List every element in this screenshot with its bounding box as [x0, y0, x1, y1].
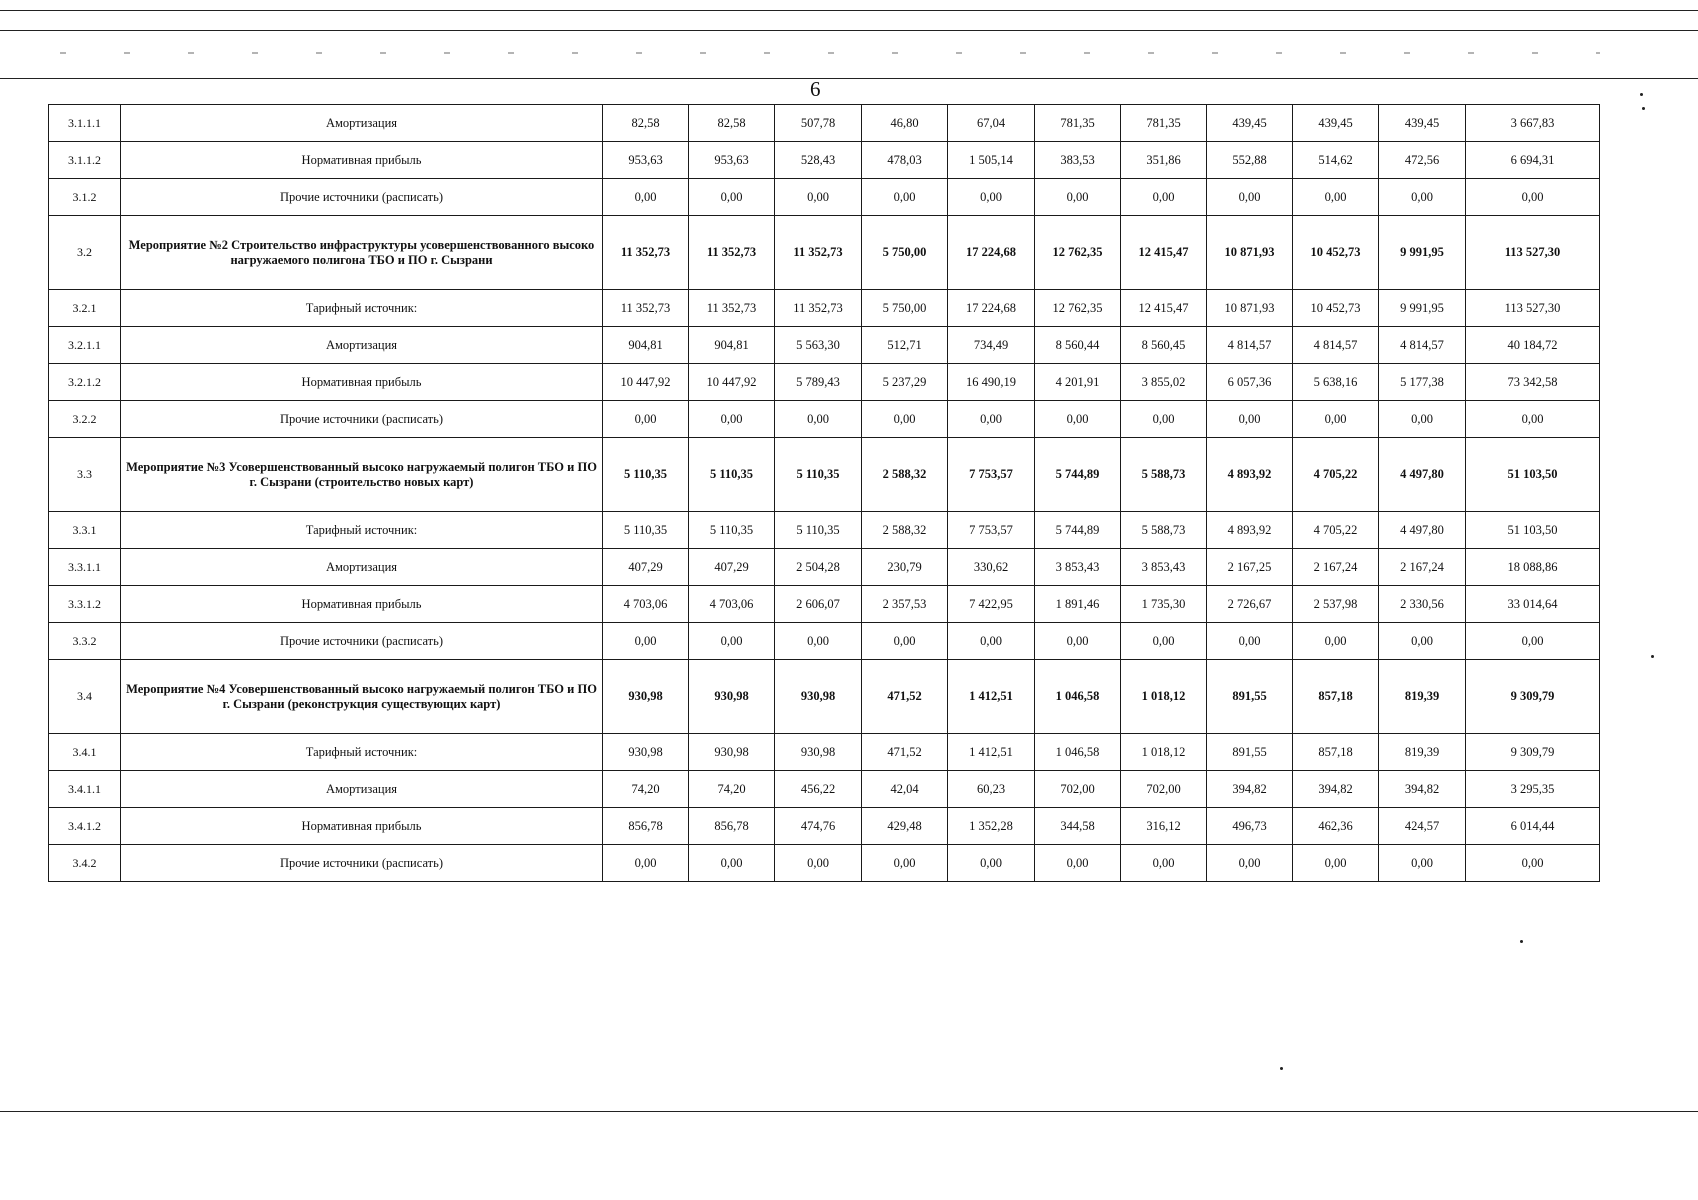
- row-value-cell: 0,00: [1121, 179, 1207, 216]
- row-value-cell: 3 853,43: [1121, 549, 1207, 586]
- row-value-cell: 734,49: [948, 327, 1035, 364]
- row-code-cell: 3.4.1.2: [49, 808, 121, 845]
- row-name-cell: Мероприятие №3 Усовершенствованный высоко нагружаемый полигон ТБО и ПО г. Сызрани (строительство новых карт): [121, 438, 603, 512]
- row-value-cell: 394,82: [1207, 771, 1293, 808]
- row-value-cell: 0,00: [689, 179, 775, 216]
- row-value-cell: 5 110,35: [775, 512, 862, 549]
- row-value-cell: 512,71: [862, 327, 948, 364]
- row-value-cell: 4 497,80: [1379, 512, 1466, 549]
- row-value-cell: 702,00: [1035, 771, 1121, 808]
- row-value-cell: 2 537,98: [1293, 586, 1379, 623]
- row-value-cell: 5 750,00: [862, 216, 948, 290]
- row-value-cell: 904,81: [689, 327, 775, 364]
- table-row: [49, 660, 1600, 734]
- row-value-cell: 2 330,56: [1379, 586, 1466, 623]
- row-value-cell: 10 452,73: [1293, 290, 1379, 327]
- budget-table-body: [49, 105, 1600, 882]
- table-row: [49, 364, 1600, 401]
- row-name-cell: Нормативная прибыль: [121, 142, 603, 179]
- row-total-cell: 6 694,31: [1466, 142, 1600, 179]
- row-value-cell: 4 703,06: [689, 586, 775, 623]
- row-value-cell: 5 588,73: [1121, 438, 1207, 512]
- row-value-cell: 4 893,92: [1207, 512, 1293, 549]
- row-value-cell: 478,03: [862, 142, 948, 179]
- row-code-cell: 3.2: [49, 216, 121, 290]
- table-row: [49, 142, 1600, 179]
- row-value-cell: 2 606,07: [775, 586, 862, 623]
- row-value-cell: 2 588,32: [862, 512, 948, 549]
- table-row: [49, 623, 1600, 660]
- row-value-cell: 407,29: [689, 549, 775, 586]
- row-value-cell: 0,00: [1121, 845, 1207, 882]
- row-value-cell: 5 750,00: [862, 290, 948, 327]
- row-value-cell: 0,00: [1207, 179, 1293, 216]
- row-value-cell: 4 703,06: [603, 586, 689, 623]
- row-value-cell: 11 352,73: [775, 216, 862, 290]
- row-value-cell: 471,52: [862, 734, 948, 771]
- row-value-cell: 394,82: [1293, 771, 1379, 808]
- row-value-cell: 930,98: [689, 660, 775, 734]
- scan-speck: [1651, 655, 1654, 658]
- row-value-cell: 953,63: [603, 142, 689, 179]
- row-value-cell: 0,00: [775, 623, 862, 660]
- row-value-cell: 856,78: [603, 808, 689, 845]
- row-value-cell: 10 871,93: [1207, 216, 1293, 290]
- row-value-cell: 2 167,24: [1379, 549, 1466, 586]
- row-value-cell: 1 412,51: [948, 660, 1035, 734]
- row-value-cell: 5 110,35: [603, 438, 689, 512]
- row-total-cell: 0,00: [1466, 845, 1600, 882]
- table-row: [49, 771, 1600, 808]
- row-value-cell: 6 057,36: [1207, 364, 1293, 401]
- row-value-cell: 0,00: [1207, 401, 1293, 438]
- row-value-cell: 4 814,57: [1293, 327, 1379, 364]
- row-value-cell: 0,00: [862, 845, 948, 882]
- row-value-cell: 0,00: [603, 623, 689, 660]
- row-value-cell: 0,00: [775, 401, 862, 438]
- row-code-cell: 3.4: [49, 660, 121, 734]
- row-value-cell: 11 352,73: [775, 290, 862, 327]
- row-total-cell: 51 103,50: [1466, 512, 1600, 549]
- row-value-cell: 1 412,51: [948, 734, 1035, 771]
- row-value-cell: 2 726,67: [1207, 586, 1293, 623]
- row-value-cell: 0,00: [1035, 401, 1121, 438]
- row-value-cell: 930,98: [775, 660, 862, 734]
- row-value-cell: 4 705,22: [1293, 438, 1379, 512]
- row-value-cell: 0,00: [603, 179, 689, 216]
- row-code-cell: 3.2.1.1: [49, 327, 121, 364]
- row-value-cell: 10 871,93: [1207, 290, 1293, 327]
- row-value-cell: 0,00: [775, 845, 862, 882]
- row-total-cell: 40 184,72: [1466, 327, 1600, 364]
- row-value-cell: 1 046,58: [1035, 660, 1121, 734]
- row-value-cell: 930,98: [775, 734, 862, 771]
- row-total-cell: 6 014,44: [1466, 808, 1600, 845]
- row-value-cell: 424,57: [1379, 808, 1466, 845]
- row-value-cell: 5 588,73: [1121, 512, 1207, 549]
- row-code-cell: 3.4.1.1: [49, 771, 121, 808]
- row-value-cell: 930,98: [603, 660, 689, 734]
- row-total-cell: 113 527,30: [1466, 290, 1600, 327]
- row-value-cell: 0,00: [1379, 401, 1466, 438]
- row-value-cell: 17 224,68: [948, 216, 1035, 290]
- row-value-cell: 82,58: [603, 105, 689, 142]
- row-code-cell: 3.2.2: [49, 401, 121, 438]
- row-value-cell: 2 167,24: [1293, 549, 1379, 586]
- row-total-cell: 113 527,30: [1466, 216, 1600, 290]
- row-value-cell: 0,00: [603, 401, 689, 438]
- row-value-cell: 394,82: [1379, 771, 1466, 808]
- table-row: [49, 327, 1600, 364]
- row-name-cell: Нормативная прибыль: [121, 808, 603, 845]
- table-row: [49, 401, 1600, 438]
- row-value-cell: 1 891,46: [1035, 586, 1121, 623]
- row-name-cell: Амортизация: [121, 549, 603, 586]
- table-row: [49, 586, 1600, 623]
- page-number: 6: [810, 77, 821, 101]
- row-value-cell: 407,29: [603, 549, 689, 586]
- row-value-cell: 5 177,38: [1379, 364, 1466, 401]
- row-value-cell: 0,00: [1379, 845, 1466, 882]
- row-value-cell: 4 705,22: [1293, 512, 1379, 549]
- row-name-cell: Нормативная прибыль: [121, 586, 603, 623]
- row-value-cell: 3 855,02: [1121, 364, 1207, 401]
- row-value-cell: 82,58: [689, 105, 775, 142]
- row-value-cell: 46,80: [862, 105, 948, 142]
- row-value-cell: 11 352,73: [603, 216, 689, 290]
- table-row: [49, 808, 1600, 845]
- row-value-cell: 0,00: [1293, 845, 1379, 882]
- row-value-cell: 16 490,19: [948, 364, 1035, 401]
- row-total-cell: 33 014,64: [1466, 586, 1600, 623]
- row-value-cell: 230,79: [862, 549, 948, 586]
- row-value-cell: 819,39: [1379, 734, 1466, 771]
- table-row: [49, 438, 1600, 512]
- row-value-cell: 10 447,92: [689, 364, 775, 401]
- row-value-cell: 781,35: [1035, 105, 1121, 142]
- row-value-cell: 0,00: [862, 179, 948, 216]
- row-value-cell: 5 110,35: [775, 438, 862, 512]
- row-value-cell: 462,36: [1293, 808, 1379, 845]
- row-value-cell: 42,04: [862, 771, 948, 808]
- row-value-cell: 904,81: [603, 327, 689, 364]
- row-value-cell: 5 638,16: [1293, 364, 1379, 401]
- row-value-cell: 12 762,35: [1035, 290, 1121, 327]
- row-value-cell: 0,00: [948, 845, 1035, 882]
- row-value-cell: 2 167,25: [1207, 549, 1293, 586]
- row-value-cell: 0,00: [948, 623, 1035, 660]
- row-value-cell: 10 447,92: [603, 364, 689, 401]
- row-value-cell: 12 415,47: [1121, 290, 1207, 327]
- row-value-cell: 5 563,30: [775, 327, 862, 364]
- row-value-cell: 11 352,73: [603, 290, 689, 327]
- scan-speck: [1520, 940, 1523, 943]
- row-value-cell: 857,18: [1293, 660, 1379, 734]
- row-value-cell: 528,43: [775, 142, 862, 179]
- row-value-cell: 4 814,57: [1379, 327, 1466, 364]
- scan-header-rule: [0, 30, 1698, 31]
- row-value-cell: 0,00: [1293, 179, 1379, 216]
- row-value-cell: 2 504,28: [775, 549, 862, 586]
- row-total-cell: 51 103,50: [1466, 438, 1600, 512]
- row-value-cell: 5 744,89: [1035, 512, 1121, 549]
- budget-table: [48, 104, 1600, 882]
- table-row: [49, 105, 1600, 142]
- scan-speck: [1280, 1067, 1283, 1070]
- row-value-cell: 4 814,57: [1207, 327, 1293, 364]
- row-value-cell: 3 853,43: [1035, 549, 1121, 586]
- row-value-cell: 5 110,35: [689, 512, 775, 549]
- row-total-cell: 3 667,83: [1466, 105, 1600, 142]
- row-name-cell: Тарифный источник:: [121, 512, 603, 549]
- row-value-cell: 17 224,68: [948, 290, 1035, 327]
- row-code-cell: 3.3: [49, 438, 121, 512]
- row-value-cell: 0,00: [603, 845, 689, 882]
- row-name-cell: Тарифный источник:: [121, 290, 603, 327]
- row-value-cell: 0,00: [1035, 179, 1121, 216]
- table-row: [49, 734, 1600, 771]
- row-name-cell: Тарифный источник:: [121, 734, 603, 771]
- row-code-cell: 3.1.1.2: [49, 142, 121, 179]
- row-code-cell: 3.3.1.1: [49, 549, 121, 586]
- row-total-cell: 9 309,79: [1466, 660, 1600, 734]
- row-value-cell: 11 352,73: [689, 216, 775, 290]
- row-value-cell: 0,00: [948, 401, 1035, 438]
- row-name-cell: Мероприятие №4 Усовершенствованный высоко нагружаемый полигон ТБО и ПО г. Сызрани (реконструкция существующих карт): [121, 660, 603, 734]
- row-value-cell: 8 560,45: [1121, 327, 1207, 364]
- row-value-cell: 351,86: [1121, 142, 1207, 179]
- row-code-cell: 3.4.1: [49, 734, 121, 771]
- row-value-cell: 0,00: [689, 623, 775, 660]
- row-code-cell: 3.3.1.2: [49, 586, 121, 623]
- row-value-cell: 11 352,73: [689, 290, 775, 327]
- row-name-cell: Амортизация: [121, 771, 603, 808]
- table-row: [49, 845, 1600, 882]
- row-value-cell: 2 357,53: [862, 586, 948, 623]
- row-value-cell: 5 744,89: [1035, 438, 1121, 512]
- row-value-cell: 552,88: [1207, 142, 1293, 179]
- row-code-cell: 3.4.2: [49, 845, 121, 882]
- row-value-cell: 12 762,35: [1035, 216, 1121, 290]
- row-value-cell: 781,35: [1121, 105, 1207, 142]
- row-value-cell: 5 110,35: [603, 512, 689, 549]
- row-value-cell: 856,78: [689, 808, 775, 845]
- row-code-cell: 3.3.2: [49, 623, 121, 660]
- row-code-cell: 3.2.1.2: [49, 364, 121, 401]
- row-name-cell: Прочие источники (расписать): [121, 845, 603, 882]
- row-value-cell: 456,22: [775, 771, 862, 808]
- scan-top-rule: [0, 10, 1698, 11]
- row-total-cell: 73 342,58: [1466, 364, 1600, 401]
- row-value-cell: 0,00: [1035, 845, 1121, 882]
- row-name-cell: Прочие источники (расписать): [121, 179, 603, 216]
- row-value-cell: 471,52: [862, 660, 948, 734]
- row-name-cell: Нормативная прибыль: [121, 364, 603, 401]
- row-value-cell: 330,62: [948, 549, 1035, 586]
- row-value-cell: 0,00: [1293, 401, 1379, 438]
- row-value-cell: 496,73: [1207, 808, 1293, 845]
- row-value-cell: 9 991,95: [1379, 290, 1466, 327]
- row-value-cell: 0,00: [1379, 623, 1466, 660]
- row-value-cell: 10 452,73: [1293, 216, 1379, 290]
- row-value-cell: 383,53: [1035, 142, 1121, 179]
- table-row: [49, 512, 1600, 549]
- row-value-cell: 67,04: [948, 105, 1035, 142]
- row-value-cell: 316,12: [1121, 808, 1207, 845]
- row-value-cell: 1 018,12: [1121, 734, 1207, 771]
- row-value-cell: 0,00: [775, 179, 862, 216]
- row-value-cell: 5 110,35: [689, 438, 775, 512]
- row-value-cell: 0,00: [948, 179, 1035, 216]
- row-value-cell: 344,58: [1035, 808, 1121, 845]
- row-value-cell: 474,76: [775, 808, 862, 845]
- row-total-cell: 0,00: [1466, 401, 1600, 438]
- row-name-cell: Амортизация: [121, 327, 603, 364]
- row-name-cell: Прочие источники (расписать): [121, 401, 603, 438]
- row-code-cell: 3.2.1: [49, 290, 121, 327]
- scan-rule-above-table: [0, 78, 1698, 79]
- row-value-cell: 74,20: [689, 771, 775, 808]
- table-row: [49, 549, 1600, 586]
- row-value-cell: 0,00: [689, 845, 775, 882]
- row-value-cell: 0,00: [862, 623, 948, 660]
- row-value-cell: 930,98: [689, 734, 775, 771]
- row-value-cell: 891,55: [1207, 734, 1293, 771]
- row-value-cell: 429,48: [862, 808, 948, 845]
- row-value-cell: 7 753,57: [948, 512, 1035, 549]
- table-row: [49, 179, 1600, 216]
- row-value-cell: 1 505,14: [948, 142, 1035, 179]
- row-value-cell: 1 046,58: [1035, 734, 1121, 771]
- row-value-cell: 0,00: [862, 401, 948, 438]
- row-value-cell: 0,00: [1207, 623, 1293, 660]
- row-total-cell: 0,00: [1466, 179, 1600, 216]
- row-value-cell: 7 753,57: [948, 438, 1035, 512]
- row-value-cell: 930,98: [603, 734, 689, 771]
- row-value-cell: 0,00: [1121, 401, 1207, 438]
- row-value-cell: 439,45: [1207, 105, 1293, 142]
- row-value-cell: 9 991,95: [1379, 216, 1466, 290]
- row-value-cell: 439,45: [1379, 105, 1466, 142]
- row-value-cell: 0,00: [1293, 623, 1379, 660]
- row-value-cell: 0,00: [1035, 623, 1121, 660]
- row-value-cell: 472,56: [1379, 142, 1466, 179]
- row-value-cell: 4 893,92: [1207, 438, 1293, 512]
- row-name-cell: Мероприятие №2 Строительство инфраструктуры усовершенствованного высоко нагружаемого полигона ТБО и ПО г. Сызрани: [121, 216, 603, 290]
- row-value-cell: 439,45: [1293, 105, 1379, 142]
- row-value-cell: 857,18: [1293, 734, 1379, 771]
- row-value-cell: 0,00: [1121, 623, 1207, 660]
- row-value-cell: 514,62: [1293, 142, 1379, 179]
- row-value-cell: 891,55: [1207, 660, 1293, 734]
- scan-dash-marks: [60, 52, 1600, 54]
- row-total-cell: 0,00: [1466, 623, 1600, 660]
- scan-speck: [1642, 107, 1645, 110]
- row-value-cell: 60,23: [948, 771, 1035, 808]
- row-value-cell: 74,20: [603, 771, 689, 808]
- table-row: [49, 216, 1600, 290]
- row-value-cell: 12 415,47: [1121, 216, 1207, 290]
- row-value-cell: 7 422,95: [948, 586, 1035, 623]
- row-name-cell: Амортизация: [121, 105, 603, 142]
- row-value-cell: 4 201,91: [1035, 364, 1121, 401]
- row-value-cell: 8 560,44: [1035, 327, 1121, 364]
- row-code-cell: 3.1.1.1: [49, 105, 121, 142]
- scan-speck: [1640, 93, 1643, 96]
- row-value-cell: 507,78: [775, 105, 862, 142]
- row-value-cell: 4 497,80: [1379, 438, 1466, 512]
- table-row: [49, 290, 1600, 327]
- row-value-cell: 702,00: [1121, 771, 1207, 808]
- row-total-cell: 3 295,35: [1466, 771, 1600, 808]
- row-total-cell: 18 088,86: [1466, 549, 1600, 586]
- row-code-cell: 3.1.2: [49, 179, 121, 216]
- row-value-cell: 2 588,32: [862, 438, 948, 512]
- row-value-cell: 1 018,12: [1121, 660, 1207, 734]
- row-value-cell: 819,39: [1379, 660, 1466, 734]
- row-value-cell: 0,00: [1207, 845, 1293, 882]
- row-total-cell: 9 309,79: [1466, 734, 1600, 771]
- row-value-cell: 0,00: [1379, 179, 1466, 216]
- row-value-cell: 5 237,29: [862, 364, 948, 401]
- row-name-cell: Прочие источники (расписать): [121, 623, 603, 660]
- scan-bottom-rule: [0, 1111, 1698, 1112]
- row-value-cell: 1 352,28: [948, 808, 1035, 845]
- row-value-cell: 953,63: [689, 142, 775, 179]
- row-value-cell: 5 789,43: [775, 364, 862, 401]
- row-code-cell: 3.3.1: [49, 512, 121, 549]
- row-value-cell: 0,00: [689, 401, 775, 438]
- row-value-cell: 1 735,30: [1121, 586, 1207, 623]
